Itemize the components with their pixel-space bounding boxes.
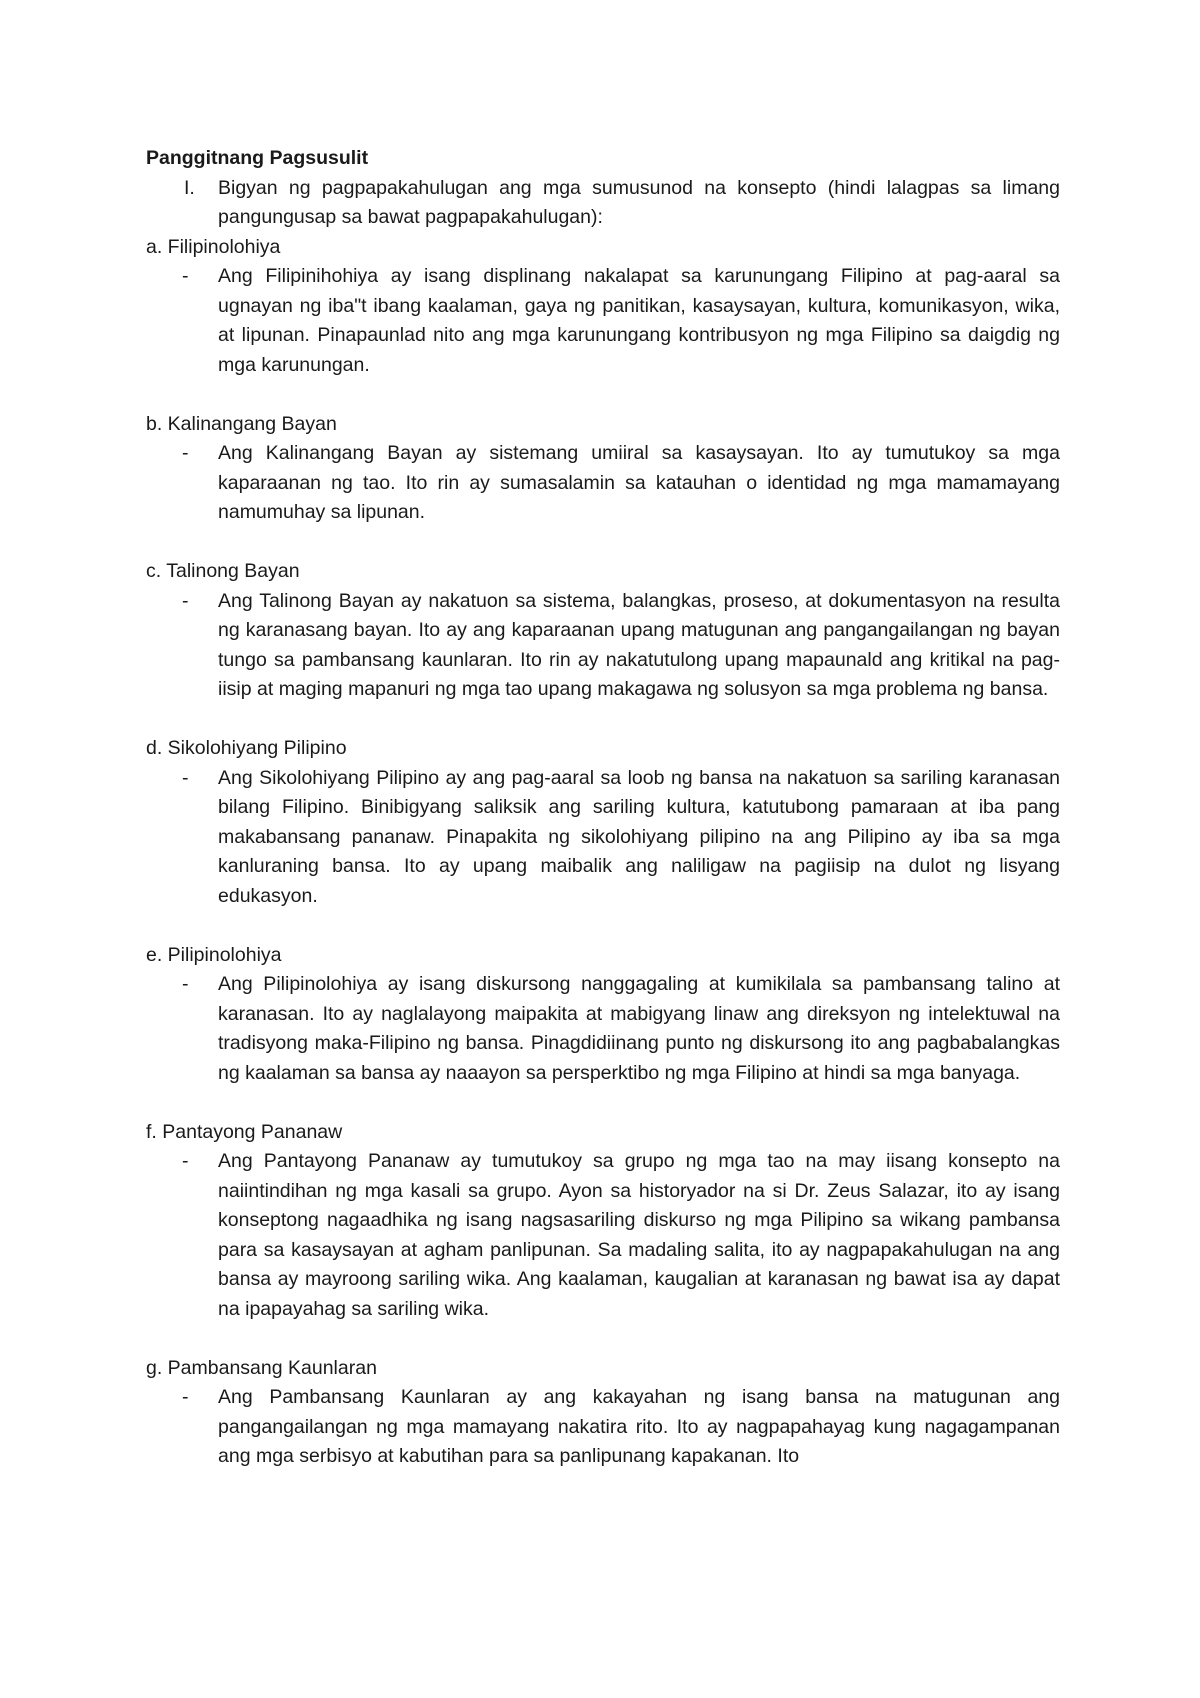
section-heading: b. Kalinangang Bayan	[146, 412, 337, 435]
section-heading: g. Pambansang Kaunlaran	[146, 1356, 377, 1379]
section-text: Ang Pilipinolohiya ay isang diskursong nanggagaling at kumikilala sa pambansang talino at karanasan. Ito ay naglalayong maipakita at mabigyang linaw ang direksyon ng intelektuwal na tradisyong maka-Filipino ng bansa. Pinagdidiinang punto ng diskursong ito ang pagbabalangkas ng kaalaman sa bansa ay naaayon sa persperktibo ng mga Filipino at hindi sa mga banyaga.	[218, 973, 1060, 1084]
instruction-number: I.	[184, 176, 195, 199]
dash-bullet: -	[182, 973, 189, 995]
section-sikolohiyang-pilipino	[146, 734, 1060, 911]
instruction	[146, 174, 1060, 233]
section-text: Ang Filipinihohiya ay isang displinang nakalapat sa karunungang Filipino at pag-aaral sa ugnayan ng iba"t ibang kaalaman, gaya ng panitikan, kasaysayan, kultura, komunikasyon, wika, at lipunan. Pinapaunlad nito ang mga karunungang kontribusyon ng mga Filipino sa daigdig ng mga karunungan.	[218, 265, 1060, 376]
instruction-text: Bigyan ng pagpapakahulugan ang mga sumusunod na konsepto (hindi lalagpas sa limang pangungusap sa bawat pagpapakahulugan):	[218, 176, 1060, 228]
section-text: Ang Sikolohiyang Pilipino ay ang pag-aaral sa loob ng bansa na nakatuon sa sariling karanasan bilang Filipino. Binibigyang saliksik ang sariling kultura, katutubong pamaraan at iba pang makabansang pananaw. Pinapakita ng sikolohiyang pilipino na ang Pilipino ay iba sa mga kanluraning bansa. Ito ay upang maibalik ang naliligaw na pagiisip na dulot ng lisyang edukasyon.	[218, 766, 1060, 907]
section-heading: a. Filipinolohiya	[146, 235, 281, 258]
section-pambansang-kaunlaran	[146, 1354, 1060, 1472]
list-item	[146, 970, 1060, 1088]
section-text: Ang Kalinangang Bayan ay sistemang umiiral sa kasaysayan. Ito ay tumutukoy sa mga kaparaanan ng tao. Ito rin ay sumasalamin sa katauhan o identidad ng mga mamamayang namumuhay sa lipunan.	[218, 442, 1060, 523]
list-item	[146, 1147, 1060, 1324]
section-heading: d. Sikolohiyang Pilipino	[146, 737, 347, 759]
section-text: Ang Pambansang Kaunlaran ay ang kakayahan ng isang bansa na matugunan ang pangangailangan ng mga mamayang nakatira rito. Ito ay nagpapahayag kung nagagampanan ang mga serbisyo at kabutihan para sa panlipunang kapakanan. Ito	[218, 1386, 1060, 1467]
document-title: Panggitnang Pagsusulit	[146, 147, 369, 169]
document-page	[146, 144, 1060, 1501]
dash-bullet: -	[182, 442, 189, 464]
section-heading: e. Pilipinolohiya	[146, 943, 282, 966]
section-text: Ang Pantayong Pananaw ay tumutukoy sa grupo ng mga tao na may iisang konsepto na naiintindihan ng mga kasali sa grupo. Ayon sa historyador na si Dr. Zeus Salazar, ito ay isang konseptong nagaadhika ng isang nagsasariling diskurso ng mga Pilipino sa wikang pambansa para sa kasaysayan at agham panlipunan. Sa madaling salita, ito ay nagpapakahulugan na ang bansa ay mayroong sariling wika. Ang kaalaman, kaugalian at karanasan ng bawat isa ay dapat na ipapayahag sa sariling wika.	[218, 1150, 1060, 1320]
section-text: Ang Talinong Bayan ay nakatuon sa sistema, balangkas, proseso, at dokumentasyon na resulta ng karanasang bayan. Ito ay ang kaparaanan upang matugunan ang pangangailangan ng bayan tungo sa pambansang kaunlaran. Ito rin ay nakatutulong upang mapaunald ang kritikal na pag-iisip at maging mapanuri ng mga tao upang makagawa ng solusyon sa mga problema ng bansa.	[218, 589, 1060, 700]
list-item	[146, 587, 1060, 705]
section-filipinolohiya	[146, 233, 1060, 381]
list-item	[146, 1383, 1060, 1472]
dash-bullet: -	[182, 766, 189, 789]
dash-bullet: -	[182, 589, 189, 612]
list-item	[146, 262, 1060, 380]
section-heading: f. Pantayong Pananaw	[146, 1120, 343, 1143]
dash-bullet: -	[182, 1150, 189, 1172]
list-item	[146, 764, 1060, 912]
section-pilipinolohiya	[146, 941, 1060, 1089]
dash-bullet: -	[182, 1386, 189, 1408]
section-heading: c. Talinong Bayan	[146, 560, 300, 582]
section-pantayong-pananaw	[146, 1118, 1060, 1325]
section-kalinangang-bayan	[146, 410, 1060, 528]
list-item	[146, 439, 1060, 528]
section-talinong-bayan	[146, 557, 1060, 705]
dash-bullet: -	[182, 265, 189, 287]
